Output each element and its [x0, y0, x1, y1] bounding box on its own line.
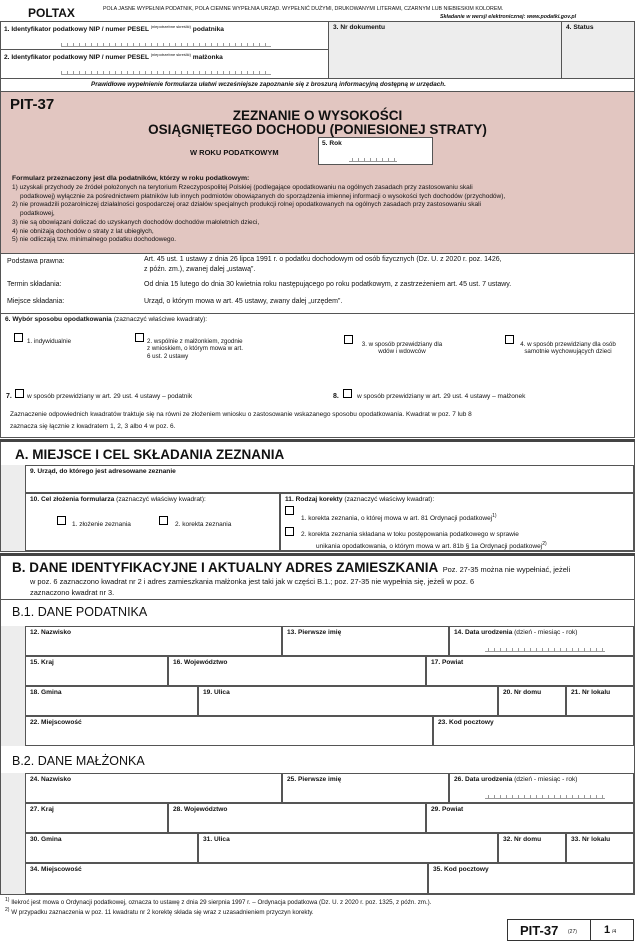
footer-page-number: 1 [604, 924, 611, 936]
section-a-title: A. MIEJSCE I CEL SKŁADANIA ZEZNANIA [15, 447, 285, 462]
footnote-2-text: W przypadku zaznaczenia w poz. 11 kwadratu nr 2 korektę składa się wraz z uzasadnieniem przyczyn korekty. [11, 909, 314, 917]
field-30-label: 30. Gmina [30, 836, 62, 843]
field-30-gmina[interactable] [25, 833, 198, 863]
field-26-ticks [485, 794, 605, 799]
field-16-label: 16. Województwo [173, 659, 228, 666]
field-20-label: 20. Nr domu [503, 689, 542, 696]
basis-text-2: z późn. zm.), zwanej dalej „ustawą”. [144, 266, 256, 273]
field-1-label: 1. Identyfikator podatkowy NIP / numer PESEL [4, 26, 149, 34]
field-11-opt2-text: unikania opodatkowania, o którym mowa w art. 81b § 1a Ordynacji podatkowej [316, 543, 543, 551]
field-12-nazwisko[interactable] [25, 626, 282, 656]
field-10-opt2-label: 2. korekta zeznania [175, 521, 232, 528]
field-9-urzad[interactable] [25, 465, 634, 493]
field-16-wojewodztwo[interactable] [168, 656, 426, 686]
field-27-kraj[interactable] [25, 803, 168, 833]
method-opt1-checkbox[interactable] [14, 333, 23, 342]
field-1-note: (niepotrzebne skreślić) [150, 24, 191, 29]
field-29-powiat[interactable] [426, 803, 634, 833]
field-2-note: (niepotrzebne skreślić) [150, 52, 191, 57]
field-3-nr-dokumentu [328, 22, 561, 78]
field-2-suffix: małżonka [192, 54, 223, 62]
field-11-opt1-checkbox[interactable] [285, 506, 294, 515]
field-4-status [561, 22, 634, 78]
deadline-text: Od dnia 15 lutego do dnia 30 kwietnia roku następującego po roku podatkowym, z zastrzeżeniem art. 45 ust. 7 ustawy. [144, 281, 512, 288]
intended-1a: 1) uzyskali przychody ze źródeł położonych na terytorium Rzeczypospolitej Polskiej (podlegające opodatkowaniu na ogólnych zasadach przy zastosowaniu skali [12, 184, 473, 191]
field-26-label: 26. Data urodzenia [454, 776, 513, 783]
place-text: Urząd, o którym mowa w art. 45 ustawy, zwany dalej „urzędem”. [144, 298, 343, 305]
footer-page-total: /4 [612, 929, 617, 935]
brand-label: POLTAX [28, 6, 75, 20]
footer-version: (27) [568, 929, 577, 935]
method-block [0, 314, 635, 438]
field-13-imie[interactable] [282, 626, 449, 656]
method-opt3-label: 3. w sposób przewidziany dla wdów i wdowców [361, 341, 443, 356]
field-33-label: 33. Nr lokalu [571, 836, 611, 843]
basis-label: Podstawa prawna: [7, 258, 65, 265]
footer-form-code: PIT-37 [520, 923, 559, 938]
field-14-ticks [485, 647, 605, 652]
method-opt1-label: 1. indywidualnie [27, 338, 72, 345]
footer-form-code-box [507, 919, 591, 941]
field-8-label: w sposób przewidziany w art. 29 ust. 4 ustawy – małżonek [357, 393, 526, 400]
section-b-title: B. DANE IDENTYFIKACYJNE I AKTUALNY ADRES ZAMIESZKANIA [12, 560, 439, 575]
section-b-rule [0, 599, 635, 600]
field-21-label: 21. Nr lokalu [571, 689, 611, 696]
field-5-label: 5. Rok [322, 140, 342, 147]
field-35-label: 35. Kod pocztowy [433, 866, 489, 873]
field-18-label: 18. Gmina [30, 689, 62, 696]
footnote-1 [5, 897, 431, 906]
field-29-label: 29. Powiat [431, 806, 464, 813]
intended-5: 5) nie odliczają tzw. minimalnego podatku dochodowego. [12, 236, 177, 244]
field-10-note: (zaznaczyć właściwy kwadrat): [116, 496, 206, 503]
field-11-label: 11. Rodzaj korekty [285, 496, 343, 503]
field-11-opt2-label-a: 2. korekta zeznania składana w toku postępowania podatkowego w sprawie [301, 531, 519, 538]
form-title-line2: OSIĄGNIĘTEGO DOCHODU (PONIESIONEJ STRATY) [148, 122, 487, 137]
method-opt2-label: 2. wspólnie z małżonkiem, zgodnie z wnioskiem, o którym mowa w art. 6 ust. 2 ustawy [147, 338, 243, 360]
field-15-label: 15. Kraj [30, 659, 54, 666]
field-7-label: w sposób przewidziany w art. 29 ust. 4 ustawy – podatnik [27, 393, 193, 400]
field-2-label: 2. Identyfikator podatkowy NIP / numer PESEL [4, 54, 149, 62]
b2-title: B.2. DANE MAŁŻONKA [12, 754, 145, 768]
intended-1b: podatkowej) wyłącznie za pośrednictwem płatników lub innych podmiotów obowiązanych do sporządzenia imiennej informacji o wysokości tych dochodów (przychodów), [20, 192, 506, 200]
field-7-num: 7. [6, 393, 12, 400]
field-7-checkbox[interactable] [15, 389, 24, 398]
field-24-nazwisko[interactable] [25, 773, 282, 803]
field-25-label: 25. Pierwsze imię [287, 776, 342, 783]
field-11-note: (zaznaczyć właściwy kwadrat): [344, 496, 435, 503]
field-24-label: 24. Nazwisko [30, 776, 72, 783]
field-11-opt2-sup: 2) [542, 541, 547, 547]
field-12-label: 12. Nazwisko [30, 629, 72, 636]
field-14-data-urodzenia[interactable] [449, 626, 634, 656]
field-20-nr-domu[interactable] [498, 686, 566, 716]
intended-2b: podatkowej, [20, 210, 55, 218]
method-opt4-checkbox[interactable] [505, 335, 514, 344]
section-b-note-inline: Poz. 27-35 można nie wypełniać, jeżeli [442, 565, 571, 574]
hint-text: Prawidłowe wypełnienie formularza ułatwi wcześniejsze zapoznanie się z broszurą informacyjną dostępną w urzędach. [91, 81, 446, 88]
method-note-2: zaznacza się łącznie z kwadratem 1, 2, 3 albo 4 w poz. 6. [10, 423, 176, 430]
basis-text-1: Art. 45 ust. 1 ustawy z dnia 26 lipca 1991 r. o podatku dochodowym od osób fizycznych (Dz. U. z 2020 r. poz. 1426, [144, 256, 502, 263]
footnote-2 [5, 907, 314, 916]
field-10-opt2-checkbox[interactable] [159, 516, 168, 525]
section-b-note-3: zaznaczono kwadrat nr 3. [30, 588, 115, 597]
field-11-opt2-label-b [316, 541, 547, 550]
field-14-label: 14. Data urodzenia [454, 629, 513, 636]
footer-page-box [591, 919, 634, 941]
method-opt3-checkbox[interactable] [344, 335, 353, 344]
method-note-1: Zaznaczenie odpowiednich kwadratów traktuje się na równi ze złożeniem wniosku o zastosowanie wskazanego sposobu opodatkowania. Kwadrat w poz. 7 lub 8 [10, 411, 472, 418]
field-10-opt1-checkbox[interactable] [57, 516, 66, 525]
field-5-rok[interactable] [318, 137, 433, 165]
field-22-label: 22. Miejscowość [30, 719, 82, 726]
field-4-label: 4. Status [566, 24, 594, 31]
field-35-kod-pocztowy[interactable] [428, 863, 634, 894]
section-b-note-2: w poz. 6 zaznaczono kwadrat nr 2 i adres zamieszkania małżonka jest taki jak w części B.1.; poz. 27-35 nie wypełnia się, jeżeli w poz. 6 [30, 577, 475, 586]
field-15-kraj[interactable] [25, 656, 168, 686]
b1-margin [1, 626, 25, 746]
field-2-ticks [61, 70, 271, 75]
footnote-1-mark: 1) [5, 897, 10, 903]
intended-4: 4) nie obniżają dochodów o straty z lat ubiegłych, [12, 227, 154, 235]
fill-instruction: POLA JASNE WYPEŁNIA PODATNIK, POLA CIEMNE WYPEŁNIA URZĄD. WYPEŁNIĆ DUŻYMI, DRUKOWANYMI LITERAMI, CZARNYM LUB NIEBIESKIM KOLOREM. [103, 6, 504, 12]
field-8-num: 8. [333, 393, 339, 400]
field-28-wojewodztwo[interactable] [168, 803, 426, 833]
section-a-margin [1, 465, 25, 551]
field-25-imie[interactable] [282, 773, 449, 803]
field-26-note: (dzień - miesiąc - rok) [514, 776, 578, 783]
field-5-ticks [349, 157, 397, 162]
place-label: Miejsce składania: [7, 298, 65, 305]
field-11-opt2-checkbox[interactable] [285, 527, 294, 536]
field-2-nip-malzonka[interactable] [1, 50, 328, 78]
field-3-label: 3. Nr dokumentu [333, 24, 386, 31]
field-11-opt1-text: 1. korekta zeznania, o której mowa w art. 81 Ordynacji podatkowej [301, 515, 493, 523]
field-22-miejscowosc[interactable] [25, 716, 433, 746]
intended-2a: 2) nie prowadzili pozarolniczej działalności gospodarczej oraz działów specjalnych produkcji rolnej opodatkowanych na ogólnych zasadach przy zastosowaniu skali [12, 201, 481, 209]
field-14-note: (dzień - miesiąc - rok) [514, 629, 578, 636]
field-23-kod-pocztowy[interactable] [433, 716, 634, 746]
field-31-ulica[interactable] [198, 833, 498, 863]
field-34-miejscowosc[interactable] [25, 863, 428, 894]
method-title: 6. Wybór sposobu opodatkowania [5, 316, 112, 323]
field-1-ticks [61, 42, 271, 47]
field-9-label: 9. Urząd, do którego jest adresowane zeznanie [30, 468, 176, 475]
field-32-label: 32. Nr domu [503, 836, 542, 843]
intended-title: Formularz przeznaczony jest dla podatników, którzy w roku podatkowym: [12, 175, 250, 182]
field-26-data-urodzenia[interactable] [449, 773, 634, 803]
field-27-label: 27. Kraj [30, 806, 54, 813]
year-label: W ROKU PODATKOWYM [190, 148, 279, 157]
field-11-opt1-label [301, 513, 497, 522]
field-19-label: 19. Ulica [203, 689, 230, 696]
field-33-nr-lokalu[interactable] [566, 833, 634, 863]
field-10-opt1-label: 1. złożenie zeznania [72, 521, 131, 528]
field-31-label: 31. Ulica [203, 836, 230, 843]
field-1-nip-podatnika[interactable] [1, 22, 328, 50]
field-21-nr-lokalu[interactable] [566, 686, 634, 716]
field-1-suffix: podatnika [192, 26, 224, 34]
footnote-2-mark: 2) [5, 907, 10, 913]
field-13-label: 13. Pierwsze imię [287, 629, 342, 636]
footnote-1-text: Ilekroć jest mowa o Ordynacji podatkowej, oznacza to ustawę z dnia 29 sierpnia 1997 r. – Ordynacja podatkowa (Dz. U. z 2020 r. poz. 1325, z późn. zm.). [11, 899, 432, 907]
method-opt4-label: 4. w sposób przewidziany dla osób samotnie wychowujących dzieci [520, 341, 616, 356]
hint-bar [0, 79, 635, 92]
b2-margin [1, 773, 25, 894]
method-title-note: (zaznaczyć właściwe kwadraty): [113, 316, 208, 323]
field-23-label: 23. Kod pocztowy [438, 719, 494, 726]
form-title-line1: ZEZNANIE O WYSOKOŚCI [232, 108, 403, 123]
field-34-label: 34. Miejscowość [30, 866, 82, 873]
electronic-filing-note: Składanie w wersji elektronicznej: www.podatki.gov.pl [440, 14, 577, 20]
field-19-ulica[interactable] [198, 686, 498, 716]
field-17-label: 17. Powiat [431, 659, 464, 666]
field-28-label: 28. Województwo [173, 806, 228, 813]
field-18-gmina[interactable] [25, 686, 198, 716]
deadline-label: Termin składania: [7, 281, 62, 288]
field-17-powiat[interactable] [426, 656, 634, 686]
section-b-header [12, 559, 632, 577]
field-11-opt1-sup: 1) [492, 513, 497, 519]
intended-3: 3) nie są obowiązani doliczać do uzyskanych dochodów dochodów małoletnich dzieci, [12, 218, 260, 226]
field-8-checkbox[interactable] [343, 389, 352, 398]
b1-title: B.1. DANE PODATNIKA [12, 605, 148, 619]
method-opt2-checkbox[interactable] [135, 333, 144, 342]
field-10-label: 10. Cel złożenia formularza [30, 496, 115, 503]
intended-list [12, 184, 627, 245]
field-32-nr-domu[interactable] [498, 833, 566, 863]
form-code: PIT-37 [10, 96, 55, 113]
